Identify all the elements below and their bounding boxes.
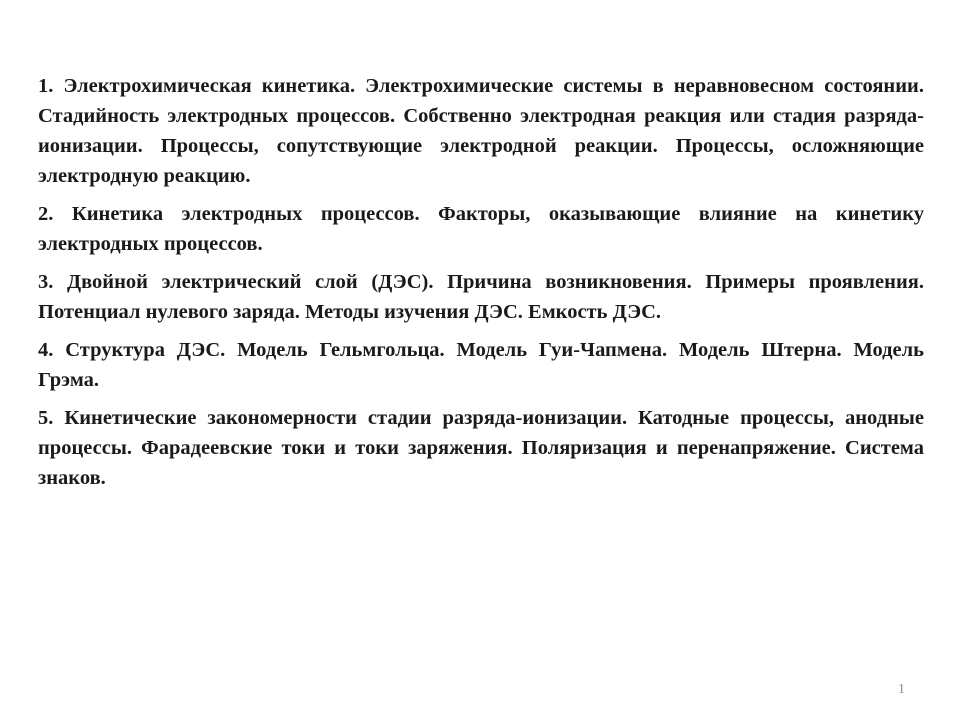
paragraph-4: 4. Структура ДЭС. Модель Гельмгольца. Модель Гуи-Чапмена. Модель Штерна. Модель Грэма. xyxy=(38,339,924,391)
paragraph-1: 1. Электрохимическая кинетика. Электрохимические системы в неравновесном состоянии. Стадийность электродных процессов. Собственно электродная реакция или стадия разряда-ионизации. Процессы, сопутствующие электродной реакции. Процессы, осложняющие электродную реакцию. xyxy=(38,75,924,187)
paragraph-2: 2. Кинетика электродных процессов. Факторы, оказывающие влияние на кинетику электродных процессов. xyxy=(38,203,924,255)
paragraph-3: 3. Двойной электрический слой (ДЭС). Причина возникновения. Примеры проявления. Потенциал нулевого заряда. Методы изучения ДЭС. Емкость ДЭС. xyxy=(38,271,924,323)
slide-number: 1 xyxy=(898,682,905,697)
paragraph-5: 5. Кинетические закономерности стадии разряда-ионизации. Катодные процессы, анодные процессы. Фарадеевские токи и токи заряжения. Поляризация и перенапряжение. Система знаков. xyxy=(38,407,924,489)
slide-content xyxy=(38,71,924,501)
